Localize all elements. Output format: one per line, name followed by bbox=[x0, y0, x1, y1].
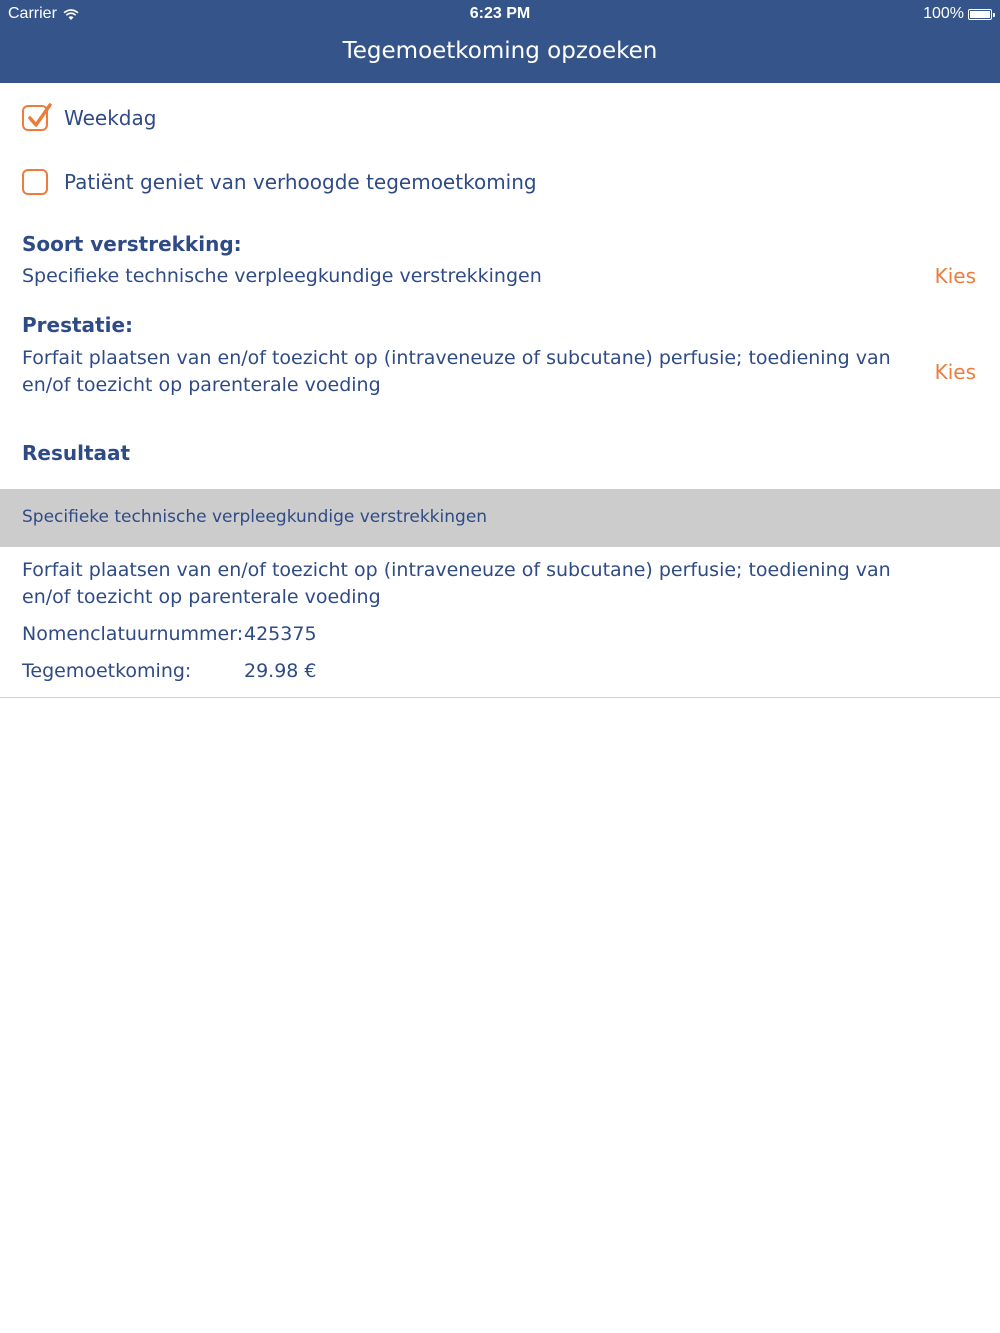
result-description: Forfait plaatsen van en/of toezicht op (intraveneuze of subcutane) perfusie; toediening van en/of toezicht op parenterale voeding bbox=[22, 559, 891, 608]
weekday-checkbox[interactable] bbox=[22, 105, 48, 131]
service-value: Forfait plaatsen van en/of toezicht op (intraveneuze of subcutane) perfusie; toediening van en/of toezicht op parenterale voeding bbox=[22, 347, 891, 396]
weekday-option[interactable] bbox=[22, 105, 156, 131]
increased-reimbursement-label: Patiënt geniet van verhoogde tegemoetkoming bbox=[64, 170, 537, 194]
type-value: Specifieke technische verpleegkundige verstrekkingen bbox=[22, 265, 542, 287]
reimbursement-value: 29.98 € bbox=[244, 660, 317, 682]
status-time: 6:23 PM bbox=[469, 5, 531, 22]
reimbursement-row bbox=[22, 660, 317, 682]
carrier-label: Carrier bbox=[8, 5, 57, 22]
nomenclature-row bbox=[22, 623, 317, 645]
nomenclature-value: 425375 bbox=[244, 623, 317, 645]
result-section-title: Specifieke technische verpleegkundige verstrekkingen bbox=[22, 507, 488, 527]
service-label: Prestatie: bbox=[22, 313, 134, 337]
type-label: Soort verstrekking: bbox=[22, 232, 242, 256]
result-section-header bbox=[0, 489, 1000, 547]
weekday-label: Weekdag bbox=[64, 106, 157, 130]
status-battery-area bbox=[923, 5, 992, 23]
result-divider bbox=[0, 697, 1000, 698]
battery-icon bbox=[968, 9, 992, 20]
page-title: Tegemoetkoming opzoeken bbox=[342, 38, 658, 64]
result-heading: Resultaat bbox=[22, 441, 131, 465]
battery-percent: 100% bbox=[923, 5, 964, 22]
type-choose-button[interactable]: Kies bbox=[934, 264, 976, 288]
increased-reimbursement-checkbox[interactable] bbox=[22, 169, 48, 195]
nomenclature-label: Nomenclatuurnummer: bbox=[22, 623, 244, 645]
checkmark-icon bbox=[26, 101, 54, 131]
service-choose-button[interactable]: Kies bbox=[934, 360, 976, 384]
increased-reimbursement-option[interactable] bbox=[22, 169, 537, 195]
navigation-bar bbox=[0, 0, 1000, 83]
reimbursement-label: Tegemoetkoming: bbox=[22, 660, 192, 682]
